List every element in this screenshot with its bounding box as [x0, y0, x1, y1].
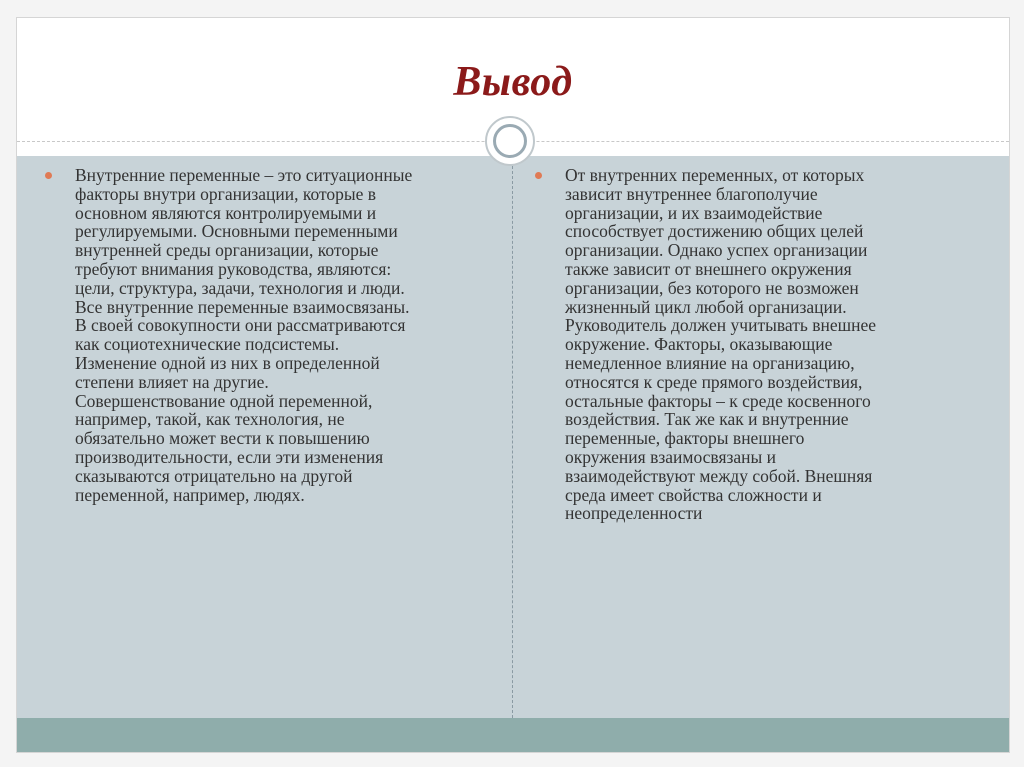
right-column-text: От внутренних переменных, от которых зависит внутреннее благополучие организации, и их взаимодействие способствует достижению общих целей организации. Однако успех организации также зависит от внешнего окружения организации, без которого не возможен жизненный цикл любой организации. Руководитель должен учитывать внешнее окружение. Факторы, оказывающие немедленное влияние на организацию, относятся к среде прямого воздействия, остальные факторы – к среде косвенного воздействия. Так же как и внутренние переменные, факторы внешнего окружения взаимосвязаны и взаимодействуют между собой. Внешняя среда имеет свойства сложности и неопределенности	[565, 165, 876, 524]
slide-title: Вывод	[453, 59, 573, 105]
bullet-dot-icon	[535, 172, 542, 179]
right-column	[535, 166, 975, 523]
bullet-dot-icon	[45, 172, 52, 179]
column-divider	[512, 156, 513, 718]
left-column-text: Внутренние переменные – это ситуационные факторы внутри организации, которые в основном являются контролируемыми и регулируемыми. Основными переменными внутренней среды организации, которые требуют внимания руководства, являются: цели, структура, задачи, технология и люди. Все внутренние переменные взаимосвязаны. В своей совокупности они рассматриваются как социотехнические подсистемы. Изменение одной из них в определенной степени влияет на другие. Совершенствование одной переменной, например, такой, как технология, не обязательно может вести к повышению производительности, если эти изменения сказываются отрицательно на другой переменной, например, людях.	[75, 165, 413, 505]
left-column	[45, 166, 505, 504]
ring-ornament-inner	[493, 124, 527, 158]
footer-band	[17, 718, 1009, 752]
ring-ornament-icon	[485, 116, 535, 166]
slide	[16, 17, 1010, 753]
